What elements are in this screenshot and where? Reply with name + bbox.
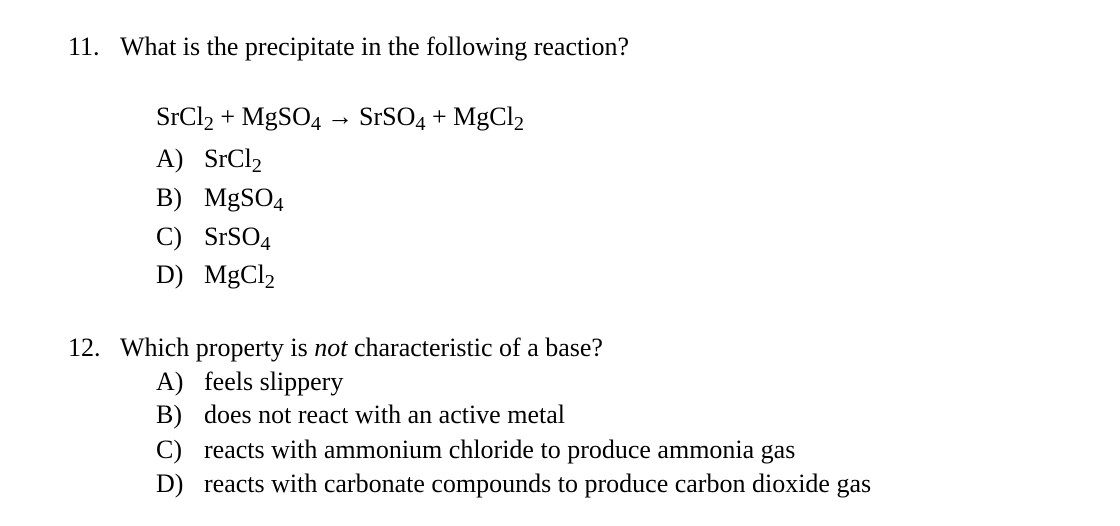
plus-sign: + [432, 102, 447, 131]
choice-letter: A) [156, 144, 184, 173]
choice-letter: C) [156, 435, 182, 464]
emphasis-not: not [314, 333, 348, 362]
question-11-text: What is the precipitate in the following reaction? [120, 32, 629, 61]
question-11-number: 11. [68, 32, 100, 61]
choice-11-d[interactable]: MgCl$_2$ [204, 260, 275, 294]
reactant-mgso4: MgSO$_4$ [241, 102, 321, 136]
choice-letter: B) [156, 183, 182, 212]
choice-letter: D) [156, 260, 184, 289]
question-12-number: 12. [68, 333, 101, 362]
question-12-text: Which property is not characteristic of a base? [120, 333, 603, 362]
reactant-srcl2: SrCl$_2$ [156, 102, 214, 136]
plus-sign: + [220, 102, 235, 131]
choice-letter: A) [156, 367, 184, 396]
choice-letter: C) [156, 222, 182, 251]
reaction-arrow: → [327, 102, 353, 131]
reaction-equation [156, 102, 524, 136]
choice-letter: D) [156, 469, 184, 498]
choice-12-c[interactable]: reacts with ammonium chloride to produce ammonia gas [204, 435, 796, 464]
product-srso4: SrSO$_4$ [359, 102, 426, 136]
choice-12-d[interactable]: reacts with carbonate compounds to produce carbon dioxide gas [204, 469, 872, 498]
choice-letter: B) [156, 400, 182, 429]
choice-11-b[interactable]: MgSO$_4$ [204, 183, 284, 217]
choice-12-a[interactable]: feels slippery [204, 367, 344, 396]
choice-11-a[interactable]: SrCl$_2$ [204, 144, 262, 178]
product-mgcl2: MgCl$_2$ [453, 102, 524, 136]
choice-12-b[interactable]: does not react with an active metal [204, 400, 565, 429]
choice-11-c[interactable]: SrSO$_4$ [204, 222, 271, 256]
